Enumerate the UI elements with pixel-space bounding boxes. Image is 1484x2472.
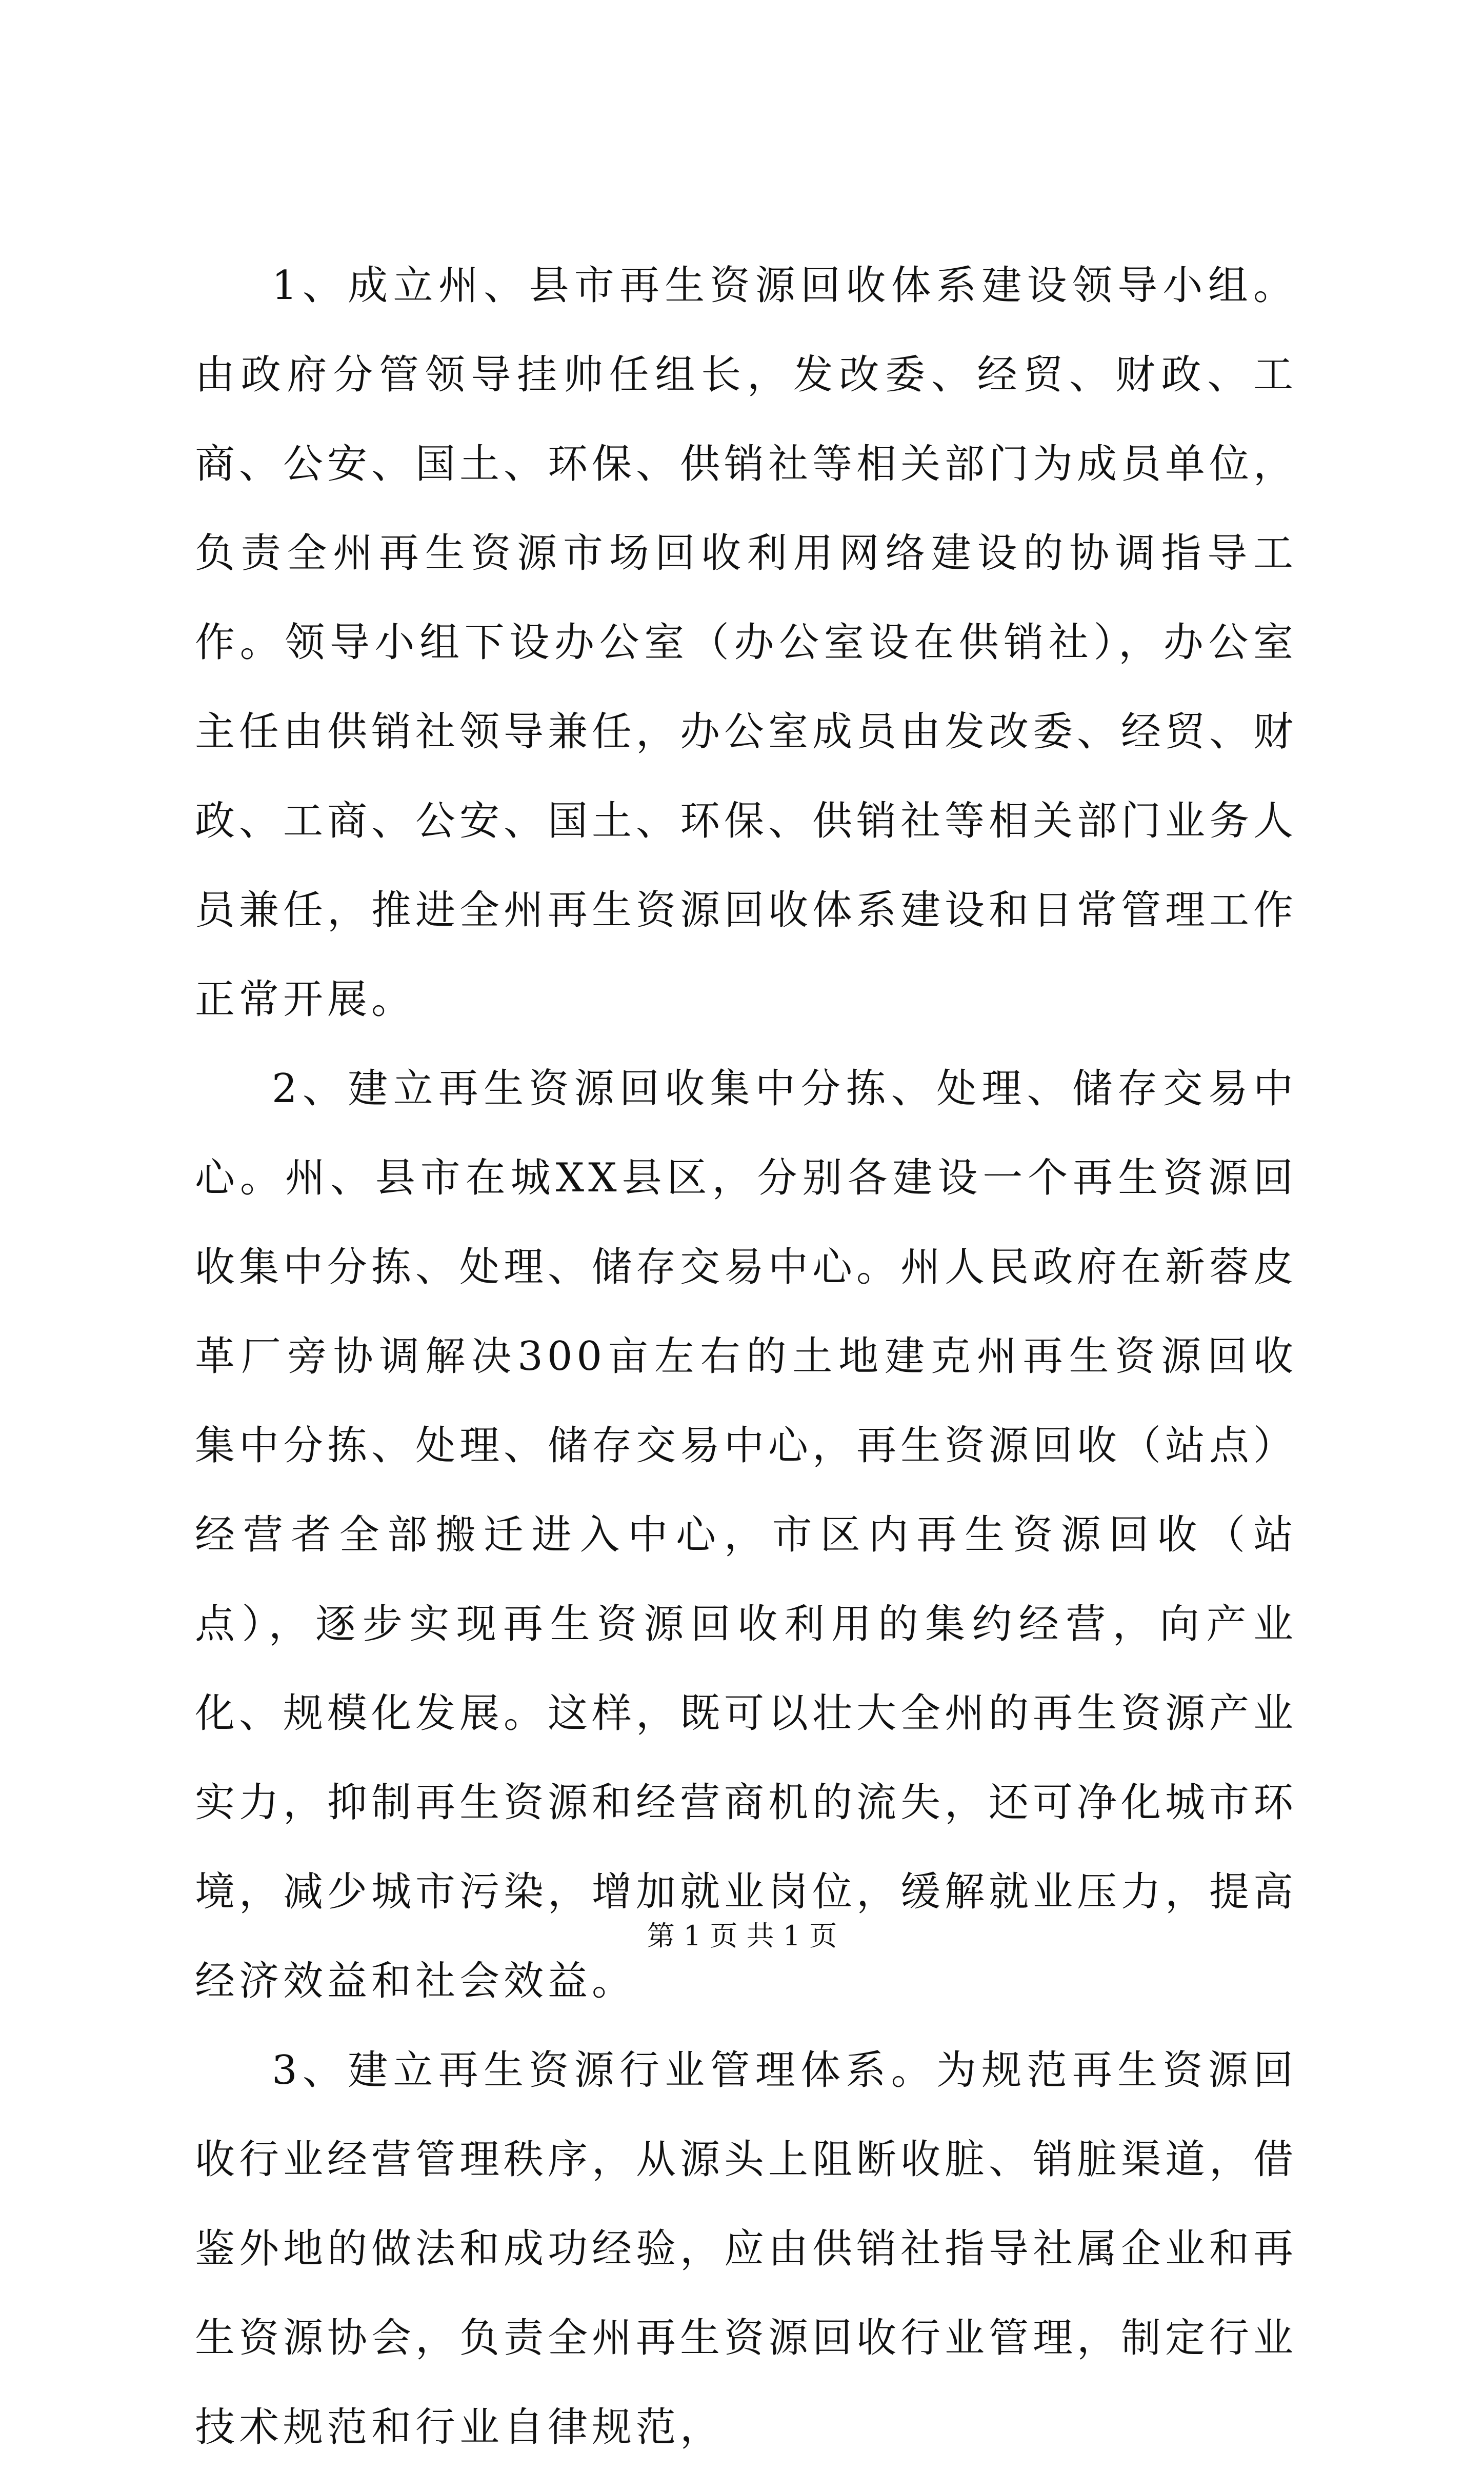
document-body (195, 241, 1297, 2472)
paragraph-3: 3、建立再生资源行业管理体系。为规范再生资源回收行业经营管理秩序，从源头上阻断收脏、销脏渠道，借鉴外地的做法和成功经验，应由供销社指导社属企业和再生资源协会，负责全州再生资源回收行业管理，制定行业技术规范和行业自律规范， (195, 2047, 1298, 2450)
paragraph-1: 1、成立州、县市再生资源回收体系建设领导小组。由政府分管领导挂帅任组长，发改委、经贸、财政、工商、公安、国土、环保、供销社等相关部门为成员单位，负责全州再生资源市场回收利用网络建设的协调指导工作。领导小组下设办公室（办公室设在供销社），办公室主任由供销社领导兼任，办公室成员由发改委、经贸、财政、工商、公安、国土、环保、供销社等相关部门业务人员兼任，推进全州再生资源回收体系建设和日常管理工作正常开展。 (195, 263, 1298, 1023)
paragraph-2: 2、建立再生资源回收集中分拣、处理、储存交易中心。州、县市在城XX县区，分别各建设一个再生资源回收集中分拣、处理、储存交易中心。州人民政府在新蓉皮革厂旁协调解决300亩左右的土地建克州再生资源回收集中分拣、处理、储存交易中心，再生资源回收（站点）经营者全部搬迁进入中心，市区内再生资源回收（站点），逐步实现再生资源回收利用的集约经营，向产业化、规模化发展。这样，既可以壮大全州的再生资源产业实力，抑制再生资源和经营商机的流失，还可净化城市环境，减少城市污染，增加就业岗位，缓解就业压力，提高经济效益和社会效益。 (195, 1066, 1298, 2004)
page-footer: 第 1 页 共 1 页 (647, 1920, 837, 1952)
